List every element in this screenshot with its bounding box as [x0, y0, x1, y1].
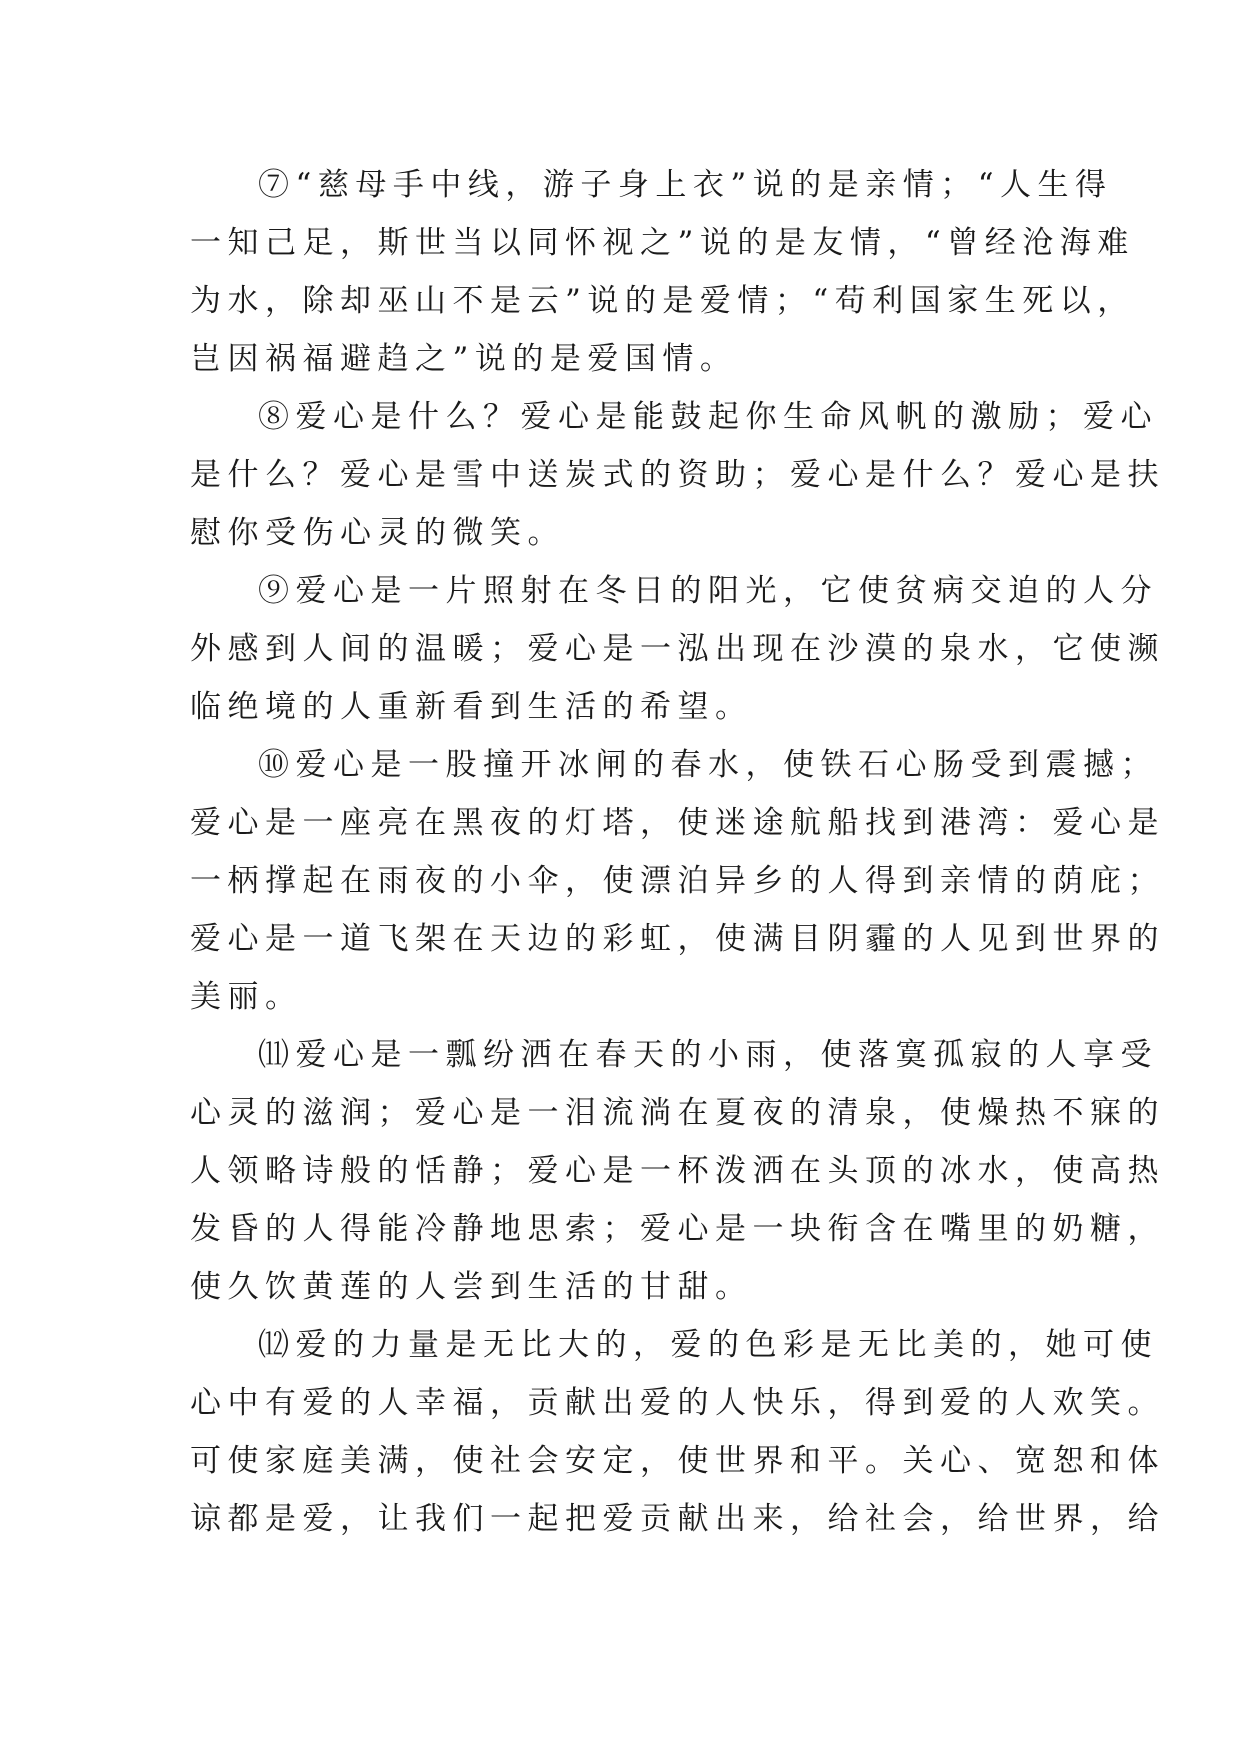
- text-line: ⑿爱的力量是无比大的，爱的色彩是无比美的，她可使: [258, 1327, 1158, 1363]
- text-line: 可使家庭美满，使社会安定，使世界和平。关心、宽恕和体: [190, 1443, 1165, 1479]
- text-line: ⑾爱心是一瓢纷洒在春天的小雨，使落寞孤寂的人享受: [258, 1037, 1158, 1073]
- text-line: 一柄撑起在雨夜的小伞，使漂泊异乡的人得到亲情的荫庇；: [190, 863, 1165, 899]
- paragraph-7: [190, 156, 1135, 388]
- paragraph-9: [190, 562, 1165, 736]
- text-line: 人领略诗般的恬静；爱心是一杯泼洒在头顶的冰水，使高热: [190, 1153, 1165, 1189]
- text-line: 使久饮黄莲的人尝到生活的甘甜。: [190, 1269, 753, 1305]
- text-line: 发昏的人得能冷静地思索；爱心是一块衔含在嘴里的奶糖，: [190, 1211, 1165, 1247]
- text-line: 心中有爱的人幸福，贡献出爱的人快乐，得到爱的人欢笑。: [190, 1385, 1165, 1421]
- text-line: 爱心是一座亮在黑夜的灯塔，使迷途航船找到港湾：爱心是: [190, 805, 1165, 841]
- document-body: [190, 156, 1165, 1548]
- text-line: 美丽。: [190, 979, 303, 1015]
- text-line: ⑨爱心是一片照射在冬日的阳光，它使贫病交迫的人分: [258, 573, 1158, 609]
- text-line: ⑦“慈母手中线，游子身上衣”说的是亲情；“人生得: [258, 167, 1113, 203]
- text-line: 一知己足，斯世当以同怀视之”说的是友情，“曾经沧海难: [190, 225, 1135, 261]
- text-line: 是什么？爱心是雪中送炭式的资助；爱心是什么？爱心是扶: [190, 457, 1165, 493]
- text-line: 外感到人间的温暖；爱心是一泓出现在沙漠的泉水，它使濒: [190, 631, 1165, 667]
- text-line: 心灵的滋润；爱心是一泪流淌在夏夜的清泉，使燥热不寐的: [190, 1095, 1165, 1131]
- text-line: 临绝境的人重新看到生活的希望。: [190, 689, 753, 725]
- text-line: ⑧爱心是什么？爱心是能鼓起你生命风帆的激励；爱心: [258, 399, 1158, 435]
- text-line: 为水，除却巫山不是云”说的是爱情；“苟利国家生死以，: [190, 283, 1135, 319]
- text-line: 慰你受伤心灵的微笑。: [190, 515, 565, 551]
- paragraph-10: [190, 736, 1165, 1026]
- text-line: 岂因祸福避趋之”说的是爱国情。: [190, 341, 738, 377]
- paragraph-8: [190, 388, 1165, 562]
- paragraph-11: [190, 1026, 1165, 1316]
- paragraph-12: [190, 1316, 1165, 1548]
- text-line: 谅都是爱，让我们一起把爱贡献出来，给社会，给世界，给: [190, 1501, 1165, 1537]
- text-line: ⑩爱心是一股撞开冰闸的春水，使铁石心肠受到震撼；: [258, 747, 1158, 783]
- text-line: 爱心是一道飞架在天边的彩虹，使满目阴霾的人见到世界的: [190, 921, 1165, 957]
